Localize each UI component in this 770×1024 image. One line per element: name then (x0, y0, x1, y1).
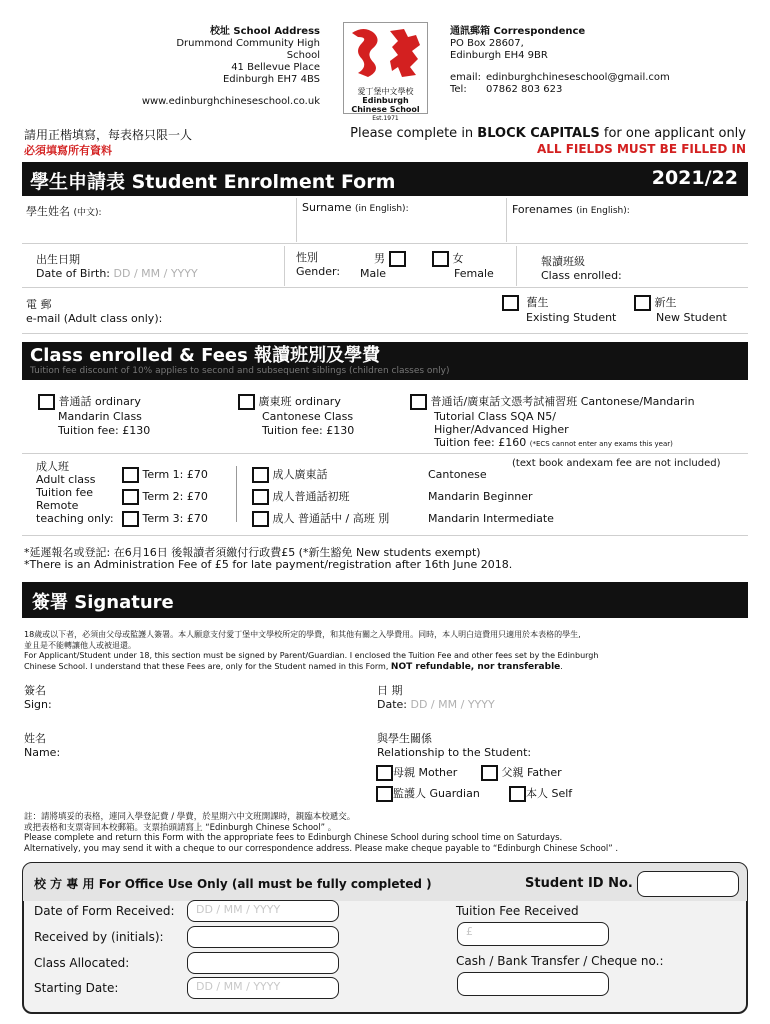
label-hint: (中文): (73, 208, 102, 218)
relationship-mother-option[interactable] (376, 764, 457, 781)
adult-line: Adult class (36, 473, 96, 486)
dob-placeholder: DD / MM / YYYY (113, 267, 198, 280)
date-en: Date: (377, 698, 407, 711)
existing-cn: 舊生 (526, 296, 549, 309)
class-line: Cantonese Class (262, 410, 354, 423)
dragon-lion-icon (344, 23, 427, 83)
term-1-option[interactable] (122, 464, 208, 486)
submission-note (24, 812, 750, 854)
class-cn: 報讀班級 (541, 255, 585, 268)
late-fee-en: *There is an Administration Fee of £5 for late payment/registration after 16th June 2018. (24, 558, 513, 571)
name-cn-label (26, 203, 102, 219)
address-title: 校址 School Address (209, 26, 320, 37)
book-fee-note: (text book andexam fee are not included) (512, 458, 721, 469)
mandarin-class-checkbox[interactable] (38, 394, 55, 410)
name-cn: 姓名 (24, 732, 46, 745)
logo-text-en: Chinese School (351, 105, 420, 114)
class-fee: Tuition fee: £160 (434, 436, 527, 449)
fees-discount: Tuition fee discount of 10% applies to second and subsequent siblings (children classes only) (30, 366, 450, 376)
guardian-label: 監護人 Guardian (393, 787, 480, 800)
corr-line: Edinburgh EH4 9BR (450, 50, 548, 61)
student-id-input[interactable] (637, 871, 739, 897)
instruction-cn: 請用正楷填寫，每表格只限一人 (24, 128, 193, 142)
logo-text-cn: 愛丁堡中文學校 (357, 87, 414, 96)
label-text: Forenames (512, 203, 573, 216)
adult-class-cn: 成人普通話初班 (272, 490, 350, 503)
starting-date-input[interactable] (187, 977, 339, 999)
label-hint: (in English): (576, 206, 630, 216)
existing-student-option[interactable] (502, 295, 616, 325)
female-checkbox[interactable] (432, 251, 449, 267)
new-en: New Student (656, 311, 727, 324)
father-checkbox[interactable] (481, 765, 498, 781)
date-cn: 日 期 (377, 684, 403, 697)
instruction-cn-required: 必須填寫所有資料 (24, 144, 112, 157)
relationship-field (377, 732, 531, 760)
received-by-label: Received by (initials): (34, 930, 164, 944)
enrolment-title: 學生申請表 Student Enrolment Form (30, 171, 396, 193)
term-2-checkbox[interactable] (122, 489, 139, 505)
fees-title: Class enrolled & Fees 報讀班別及學費 (30, 345, 381, 366)
label-hint: (in English): (354, 204, 409, 214)
gender-cn: 性別 (296, 251, 318, 264)
website-link[interactable]: www.edinburghchineseschool.co.uk (141, 96, 320, 107)
signature-title: 簽署 Signature (32, 592, 174, 613)
instruction-en (350, 126, 746, 141)
address-line: Edinburgh EH7 4BS (222, 74, 320, 85)
tutorial-class-checkbox[interactable] (410, 394, 427, 410)
adult-line: 成人班 (36, 460, 69, 473)
class-fee: Tuition fee: £130 (58, 424, 151, 437)
term-2-option[interactable] (122, 486, 208, 508)
declaration-cn: 18歲或以下者，必須由父母或監護人簽署。本人願意支付愛丁堡中文學校所定的學費，和其他有關之入學費用。同時，本人明白這費用只適用於本表格的學生, (24, 630, 581, 639)
tuition-received-label: Tuition Fee Received (456, 904, 579, 918)
mother-label: 母親 Mother (393, 766, 458, 779)
school-address (140, 26, 320, 108)
sign-cn: 簽名 (24, 684, 46, 697)
sign-date-field[interactable] (377, 684, 495, 712)
new-cn: 新生 (654, 296, 677, 309)
pound-sign: £ (466, 925, 473, 938)
email-cn: 電 郵 (26, 298, 52, 311)
class-line: Higher/Advanced Higher (434, 423, 569, 436)
label-text: 學生姓名 (26, 205, 70, 218)
declaration-bold: NOT refundable, nor transferable (390, 661, 561, 672)
late-fee-cn: *延遲報名或登記: 在6月16日 後報讀者須繳付行政費£5 (*新生豁免 New students exempt) (24, 546, 481, 559)
adult-line: Remote (36, 499, 79, 512)
term-3-checkbox[interactable] (122, 511, 139, 527)
guardian-checkbox[interactable] (376, 786, 393, 802)
class-allocated-label: Class Allocated: (34, 956, 130, 970)
instruction-text: Please complete in (350, 126, 478, 141)
relationship-guardian-option[interactable] (376, 785, 480, 802)
starting-date-label: Starting Date: (34, 981, 119, 995)
note-cn: 註：請將填妥的表格，連同入學登記費 / 學費，於星期六中文班開課時，親臨本校遞交。 (24, 812, 356, 822)
name-en: Name: (24, 746, 61, 759)
adult-class-label (36, 460, 114, 525)
class-line: Mandarin Class (58, 410, 142, 423)
class-en: Class enrolled: (541, 269, 622, 282)
adult-mandarin-beginner-option[interactable] (252, 486, 389, 508)
label-text: Surname (302, 201, 352, 214)
class-fee: Tuition fee: £130 (262, 424, 355, 437)
adult-mandarin-beginner-checkbox[interactable] (252, 489, 269, 505)
payment-method-input[interactable] (457, 972, 609, 996)
email-field[interactable] (26, 298, 162, 326)
female-en: Female (454, 267, 494, 280)
adult-mandarin-intermediate-option[interactable] (252, 508, 389, 530)
adult-class-en: Mandarin Intermediate (428, 512, 554, 525)
adult-cantonese-checkbox[interactable] (252, 467, 269, 483)
adult-class-en: Cantonese (428, 468, 487, 481)
date-received-label: Date of Form Received: (34, 904, 175, 918)
date-received-input[interactable] (187, 900, 339, 922)
adult-line: teaching only: (36, 512, 114, 525)
term-1-checkbox[interactable] (122, 467, 139, 483)
gender-female-option[interactable] (432, 251, 494, 281)
adult-mandarin-intermediate-checkbox[interactable] (252, 511, 269, 527)
instruction-bold: BLOCK CAPITALS (477, 126, 600, 141)
mandarin-class-option[interactable] (38, 394, 150, 438)
adult-classes-en (428, 464, 554, 530)
name-field[interactable] (24, 732, 60, 760)
adult-class-cn: 成人廣東話 (272, 468, 328, 481)
term-label: Term 1: £70 (142, 468, 208, 481)
relationship-father-option[interactable] (481, 764, 562, 781)
corr-line: PO Box 28607, (450, 38, 524, 49)
note-en: Please complete and return this Form with the appropriate fees to Edinburgh Chinese School during school time on Saturdays. (24, 833, 563, 843)
tuition-received-input[interactable] (457, 922, 609, 946)
tutorial-class-option[interactable] (410, 394, 695, 451)
fees-title-bar (22, 342, 748, 380)
existing-en: Existing Student (526, 311, 617, 324)
note-en: Alternatively, you may send it with a cheque to our correspondence address. Please make cheque payable to “Edinburgh Chinese School” . (24, 843, 619, 854)
rel-en: Relationship to the Student: (377, 746, 532, 759)
male-en: Male (360, 267, 387, 280)
male-checkbox[interactable] (389, 251, 406, 267)
rel-cn: 與學生關係 (377, 732, 432, 745)
class-allocated-input[interactable] (187, 952, 339, 974)
enrolment-title-bar (22, 162, 748, 196)
declaration: 18歲或以下者，必須由父母或監護人簽署。本人願意支付愛丁堡中文學校所定的學費，和其他有關之入學費用。同時，本人明白這費用只適用於本表格的學生, 並且是不能轉讓他人或被退還。 For Applicant/Student under 18, this section must be signed by Parent/Guardian. I enclosed the Tuition Fee and other fees set by the Edinburgh Chinese School. I understand that these Fees are, only for the Student named in this Form, NOT refundable, nor transferable. (24, 630, 750, 672)
address-line: Drummond Community High School (176, 38, 320, 61)
instruction-text: for one applicant only (599, 126, 746, 141)
school-logo (343, 22, 428, 122)
adult-class-en: Mandarin Beginner (428, 490, 533, 503)
declaration-cn: 並且是不能轉讓他人或被退還。 (24, 640, 136, 650)
gender-en: Gender: (296, 265, 341, 278)
sign-en: Sign: (24, 698, 52, 711)
starting-date-placeholder: DD / MM / YYYY (196, 980, 281, 993)
correspondence (450, 26, 690, 96)
signature-title-bar (22, 582, 748, 618)
cantonese-class-option[interactable] (238, 394, 354, 438)
male-cn: 男 (374, 252, 385, 265)
self-label: 本人 Self (526, 787, 573, 800)
class-line: 廣東班 ordinary (258, 395, 341, 408)
adult-line: Tuition fee (36, 486, 94, 499)
surname-label (302, 201, 409, 214)
class-line: 普通话/廣東話文憑考試補習班 Cantonese/Mandarin (430, 395, 695, 408)
class-line: 普通話 ordinary (58, 395, 141, 408)
sign-field[interactable] (24, 684, 52, 712)
logo-text-en: Edinburgh (362, 96, 409, 105)
dob-cn: 出生日期 (36, 253, 80, 266)
received-by-input[interactable] (187, 926, 339, 948)
forenames-label (512, 203, 630, 216)
adult-class-cn: 成人 普通話中 / 高班 別 (272, 512, 390, 525)
date-placeholder: DD / MM / YYYY (410, 698, 495, 711)
tel-label: Tel: (450, 84, 467, 95)
office-title: 校 方 專 用 For Office Use Only (all must be fully completed ) (34, 877, 432, 891)
email-label: email: (450, 72, 481, 83)
term-3-option[interactable] (122, 508, 208, 530)
term-label: Term 3: £70 (142, 512, 208, 525)
mother-checkbox[interactable] (376, 765, 393, 781)
address-line: 41 Bellevue Place (231, 62, 320, 73)
email-value[interactable]: edinburghchineseschool@gmail.com (486, 72, 670, 83)
class-line: Tutorial Class SQA N5/ (434, 410, 556, 423)
payment-method-label: Cash / Bank Transfer / Cheque no.: (456, 954, 664, 968)
adult-classes (252, 464, 389, 530)
declaration-en: Chinese School. I understand that these Fees are, only for the Student named in this Form, (24, 661, 391, 671)
logo-est: Est.1971 (372, 115, 399, 122)
class-enrolled-label (541, 255, 622, 283)
student-id-label: Student ID No. (525, 876, 633, 891)
cantonese-class-checkbox[interactable] (238, 394, 255, 410)
note-cn: 或把表格和支票寄回本校郵箱。支票抬頭請寫上 “Edinburgh Chinese School” 。 (24, 822, 337, 833)
self-checkbox[interactable] (509, 786, 526, 802)
school-year: 2021/22 (651, 167, 738, 189)
father-label: 父親 Father (501, 766, 562, 779)
term-label: Term 2: £70 (142, 490, 208, 503)
dob-field[interactable] (36, 253, 198, 281)
email-en: e-mail (Adult class only): (26, 312, 163, 325)
relationship-self-option[interactable] (509, 785, 572, 802)
new-student-checkbox[interactable] (634, 295, 651, 311)
gender-male-option[interactable] (360, 251, 406, 281)
tel-value: 07862 803 623 (486, 84, 563, 95)
new-student-option[interactable] (634, 295, 727, 325)
declaration-en: For Applicant/Student under 18, this section must be signed by Parent/Guardian. I enclosed the Tuition Fee and other fees set by the Edinburgh (24, 651, 599, 660)
instruction-en-required: ALL FIELDS MUST BE FILLED IN (536, 142, 746, 156)
corr-title: 通訊郵箱 Correspondence (450, 26, 586, 37)
female-cn: 女 (452, 252, 464, 265)
existing-student-checkbox[interactable] (502, 295, 519, 311)
date-received-placeholder: DD / MM / YYYY (196, 903, 281, 916)
gender-label (296, 251, 340, 279)
adult-cantonese-option[interactable] (252, 464, 389, 486)
exam-note: (*ECS cannot enter any exams this year) (529, 440, 673, 448)
dob-en: Date of Birth: (36, 267, 111, 280)
adult-terms (122, 464, 208, 530)
